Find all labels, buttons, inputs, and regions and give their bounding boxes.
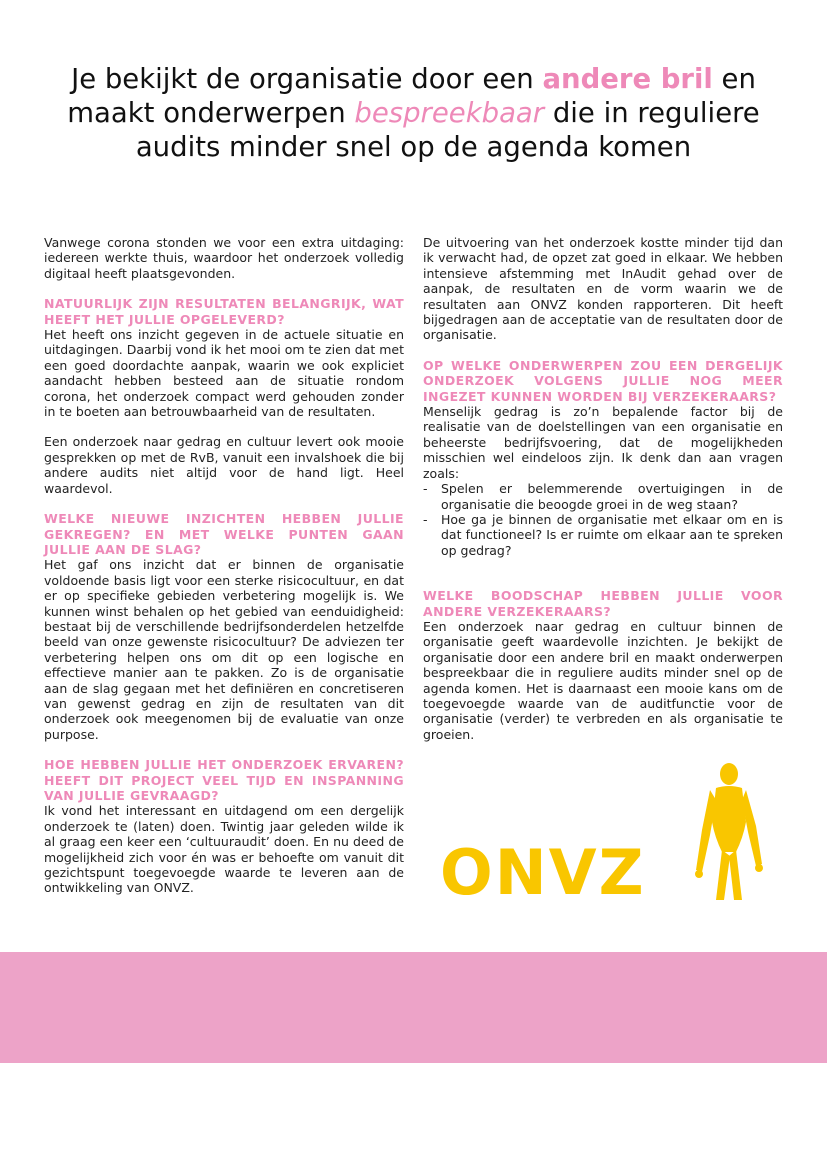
question-heading: OP WELKE ONDERWERPEN ZOU EEN DERGELIJK ONDERZOEK VOLGENS JULLIE NOG MEER INGEZET KUNNEN WORDEN BIJ VERZEKERAARS? <box>423 357 783 404</box>
question-heading: WELKE BOODSCHAP HEBBEN JULLIE VOOR ANDERE VERZEKERAARS? <box>423 588 783 619</box>
intro-paragraph: De uitvoering van het onderzoek kostte minder tijd dan ik verwacht had, de opzet zat goed in elkaar. We hebben intensieve afstemming met InAudit gehad over de aanpak, de resultaten en de vorm waarin we de resultaten aan ONVZ konden rapporteren. Dit heeft bijgedragen aan de acceptatie van de resultaten door de organisatie. <box>423 235 783 343</box>
answer-paragraph: Een onderzoek naar gedrag en cultuur binnen de organisatie geeft waardevolle inzichten. Je bekijkt de organisatie door een andere bril en maakt onderwerpen bespreekbaar die in reguliere audits minder snel op de agenda komen. Het is daarnaast een mooie kans om de toegevoegde waarde van de auditfunctie voor de organisatie (verder) te verbreden en als organisatie te groeien. <box>423 618 783 742</box>
list-item <box>423 512 783 558</box>
headline-accent-1: andere bril <box>542 63 713 95</box>
bullet-text: Hoe ga je binnen de organisatie met elkaar om en is dat functioneel? Is er ruimte om elkaar aan te spreken op gedrag? <box>441 511 783 558</box>
answer-paragraph: Het gaf ons inzicht dat er binnen de organisatie voldoende basis ligt voor een sterke risicocultuur, en dat er op specifieke gebieden verbetering mogelijk is. We kunnen winst behalen op het gebied van eenduidigheid: bestaat bij de verschillende bedrijfsonderdelen hetzelfde beeld van onze gewenste risicocultuur? De adviezen ter verbetering helpen ons om dit op een logische en effectieve manier aan te pakken. Zo is de organisatie aan de slag gegaan met het definiëren en concretiseren van gewenst gedrag en zijn de resultaten van dit onderzoek ook meegenomen bij de evaluatie van onze purpose. <box>44 557 404 742</box>
answer-paragraph: Het heeft ons inzicht gegeven in de actuele situatie en uitdagingen. Daarbij vond ik het mooi om te zien dat met een goed doordachte aanpak, waarin we ook expliciet aandacht hebben besteed aan de situatie rondom corona, het onderzoek compact werd gehouden zonder in te boeten aan betrouwbaarheid van de resultaten. <box>44 327 404 420</box>
bullet-dash: - <box>423 511 428 527</box>
footer-band <box>0 952 827 1063</box>
left-column <box>44 235 404 896</box>
headline-part1: Je bekijkt de organisatie door een <box>71 63 543 95</box>
human-figure-icon <box>440 760 780 910</box>
bullet-dash: - <box>423 481 428 497</box>
list-item <box>423 481 783 512</box>
question-heading: NATUURLIJK ZIJN RESULTATEN BELANGRIJK, WAT HEEFT HET JULLIE OPGELEVERD? <box>44 296 404 327</box>
onvz-logo-text: ONVZ <box>440 836 646 909</box>
headline-part3: die in reguliere audits minder snel op de agenda komen <box>135 97 760 163</box>
headline-part2: en maakt onderwerpen <box>67 63 756 129</box>
question-heading: WELKE NIEUWE INZICHTEN HEBBEN JULLIE GEKREGEN? EN MET WELKE PUNTEN GAAN JULLIE AAN DE SLAG? <box>44 511 404 557</box>
answer-paragraph: Ik vond het interessant en uitdagend om een dergelijk onderzoek te (laten) doen. Twintig jaar geleden wilde ik al graag een keer een ‘cultuuraudit’ doen. En nu deed de mogelijkheid zich voor én was er behoefte om vanuit dit gezichtspunt toegevoegde waarde te leveren aan de ontwikkeling van ONVZ. <box>44 803 404 896</box>
bullet-text: Spelen er belemmerende overtuigingen in de organisatie die beoogde groei in de weg staan? <box>441 481 783 512</box>
right-column <box>423 235 783 742</box>
page-headline <box>60 62 767 164</box>
answer-paragraph: Menselijk gedrag is zo’n bepalende factor bij de realisatie van de doelstellingen van een organisatie en beheerste bedrijfsvoering, dat de mogelijkheden misschien wel eindeloos zijn. Ik denk dan aan vragen zoals: <box>423 404 783 481</box>
question-heading: HOE HEBBEN JULLIE HET ONDERZOEK ERVAREN? HEEFT DIT PROJECT VEEL TIJD EN INSPANNING VAN JULLIE GEVRAAGD? <box>44 757 404 803</box>
answer-paragraph: Een onderzoek naar gedrag en cultuur levert ook mooie gesprekken op met de RvB, vanuit een invalshoek die bij andere audits niet altijd voor de hand ligt. Heel waardevol. <box>44 434 404 496</box>
intro-paragraph: Vanwege corona stonden we voor een extra uitdaging: iedereen werkte thuis, waardoor het onderzoek volledig digitaal heeft plaatsgevonden. <box>44 235 404 281</box>
headline-accent-2: bespreekbaar <box>354 97 545 129</box>
